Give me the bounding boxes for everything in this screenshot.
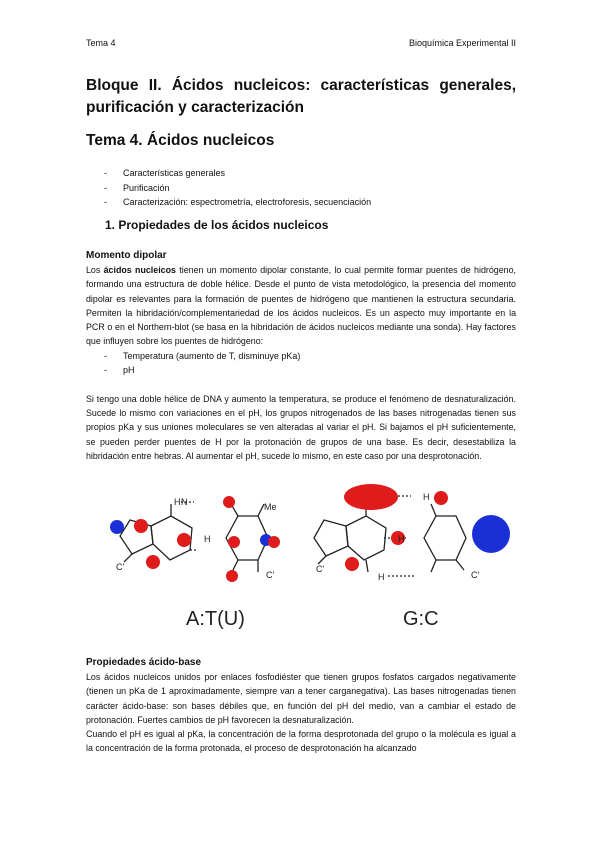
acido-base-section bbox=[86, 657, 516, 756]
atom-label: C' bbox=[116, 562, 125, 572]
at-pair-label: A:T(U) bbox=[186, 608, 245, 630]
atom-label: C' bbox=[471, 570, 480, 580]
header-left: Tema 4 bbox=[86, 38, 116, 48]
atom-label: N bbox=[181, 497, 188, 507]
atom-label: H bbox=[423, 492, 430, 502]
acido-base-paragraph: Los ácidos nucleicos unidos por enlaces fosfodiéster que tienen grupos fosfatos cargados negativamente (tienen un pKa de 1 aproximadamente, siempre van a tener carganegativa). Las bases nitrogenadas tienen carácter ácido-base: son bases débiles que, en función del pH del medio, van a cambiar el estado de protonación. Fuertes cambios de pH favorecen la desnaturalización. bbox=[86, 672, 516, 725]
atom-label: H bbox=[398, 534, 405, 544]
toc-item: - Purificación bbox=[86, 181, 516, 196]
acido-base-title: Propiedades ácido-base bbox=[86, 657, 202, 668]
toc-item: - Caracterización: espectrometría, electroforesis, secuenciación bbox=[86, 195, 516, 210]
denaturation-paragraph: Si tengo una doble hélice de DNA y aumento la temperatura, se produce el fenómeno de desnaturalización. Sucede lo mismo con variaciones en el pH, los grupos nitrogenados de las bases nitrogenadas tienen sus propios pKa y sus uniones moleculares se ven alteradas al variar el pH. Si bajamos el pH suficientemente, se pueden perder puentes de H por la protonación de grupos de una base. Es decir, desestabiliza la hibridación entre hebras. Al aumentar el pH, sucede lo mismo, en este caso por una desprotonación. bbox=[86, 393, 516, 461]
dipole-red-blob bbox=[434, 491, 448, 505]
dipole-red-blob bbox=[226, 570, 238, 582]
header-right: Bioquímica Experimental II bbox=[408, 38, 516, 48]
momento-title: Momento dipolar bbox=[86, 250, 167, 261]
pka-paragraph: Cuando el pH es igual al pKa, la concentración de la forma desprotonada del grupo o la molécula es igual a la concentración de la forma protonada, el proceso de desprotonación ha alcanzado bbox=[86, 729, 516, 754]
dipole-red-blob bbox=[345, 557, 359, 571]
factor-item: - pH bbox=[86, 363, 516, 378]
factor-list bbox=[86, 349, 516, 378]
toc-item: - Características generales bbox=[86, 166, 516, 181]
gc-pair-label: G:C bbox=[403, 608, 439, 630]
base-pair-figure bbox=[86, 480, 516, 650]
atom-label: Me bbox=[264, 502, 277, 512]
atom-label: H bbox=[204, 534, 211, 544]
dipole-red-blob bbox=[268, 536, 280, 548]
atom-label: H bbox=[378, 572, 385, 582]
section-heading: 1. Propiedades de los ácidos nucleicos bbox=[105, 218, 329, 232]
factor-item: - Temperatura (aumento de T, disminuye pKa) bbox=[86, 349, 516, 364]
dipole-red-blob bbox=[134, 519, 148, 533]
momento-section bbox=[86, 250, 516, 463]
toc-list bbox=[86, 166, 516, 210]
atom-label: H bbox=[174, 497, 181, 507]
momento-paragraph: Los ácidos nucleicos tienen un momento dipolar constante, lo cual permite formar puentes de hidrógeno, formando una estructura de doble hélice. Desde el punto de vista metodológico, la presencia del momento dipolar es relevantes para la formación de puentes de hidrógeno que mantienen la estructura secundaria. Permiten la hibridación/complementariedad de los ácidos nucleicos. Es un aspecto muy importante en la PCR o en el Northern-blot (se basa en la hibridación de ácidos nucleicos mediante una sonda). Hay factores que influyen sobre los puentes de hidrógeno: bbox=[86, 265, 516, 347]
dipole-blue-blob bbox=[472, 515, 510, 553]
dipole-red-blob bbox=[177, 533, 191, 547]
tema-title: Tema 4. Ácidos nucleicos bbox=[86, 132, 275, 149]
dipole-red-blob bbox=[223, 496, 235, 508]
dipole-blue-blob bbox=[110, 520, 124, 534]
block-title: Bloque II. Ácidos nucleicos: características generales, purificación y caracterización bbox=[86, 77, 516, 116]
atom-label: C' bbox=[266, 570, 275, 580]
dipole-red-blob bbox=[228, 536, 240, 548]
dipole-red-blob bbox=[146, 555, 160, 569]
dipole-red-blob bbox=[344, 484, 398, 510]
atom-label: C' bbox=[316, 564, 325, 574]
